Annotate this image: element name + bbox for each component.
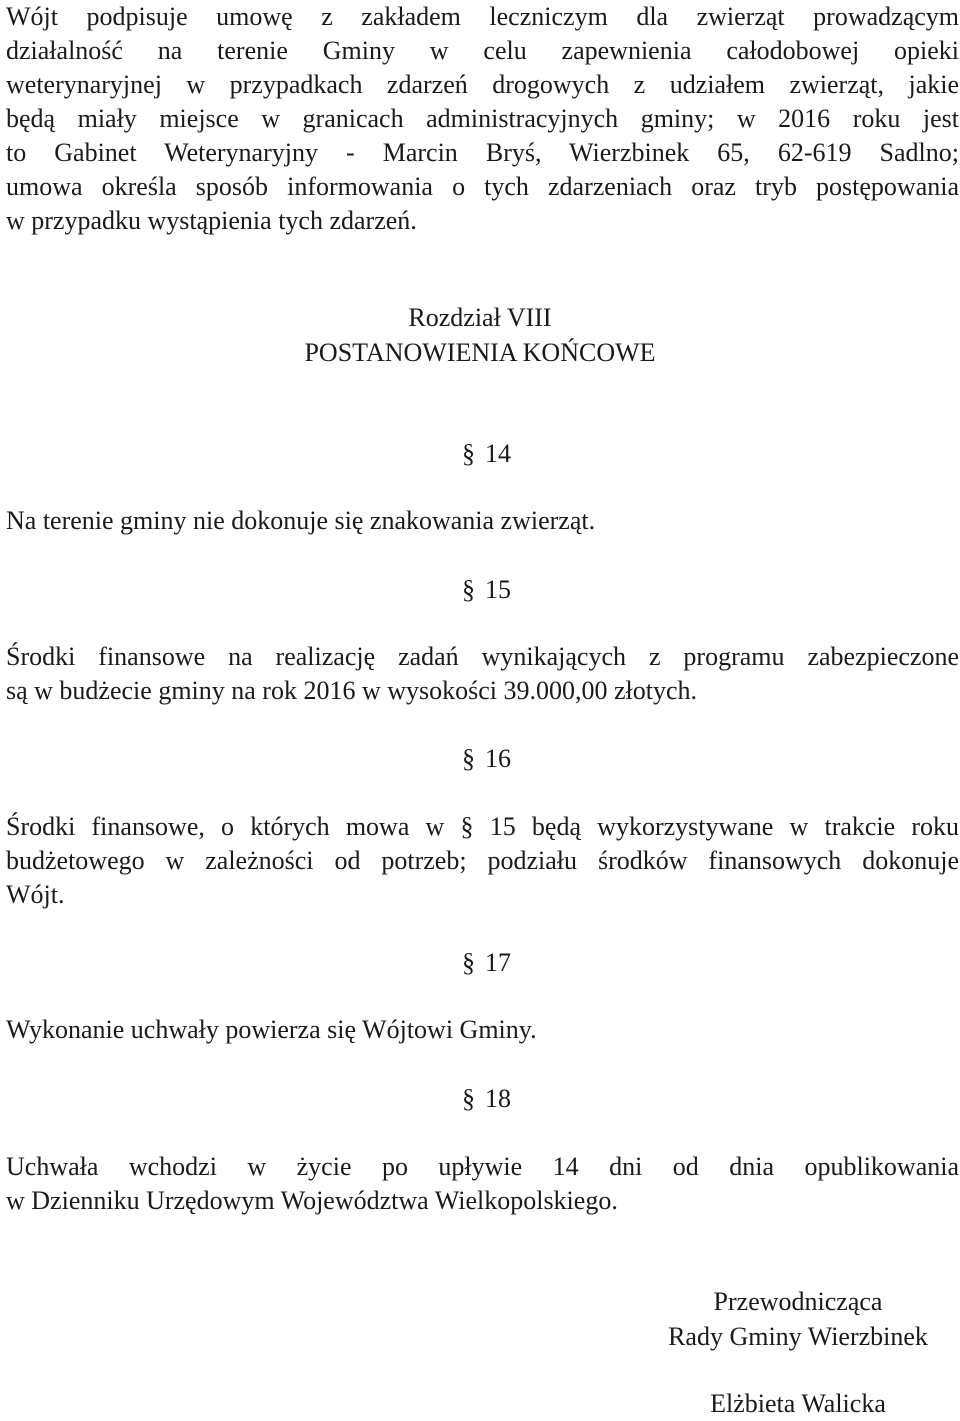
intro-line: działalność na terenie Gminy w celu zapewnienia całodobowej opieki <box>6 36 959 65</box>
chapter-number: Rozdział VIII <box>408 303 552 332</box>
section-symbol: § <box>462 1084 475 1113</box>
signature-role: Przewodnicząca <box>713 1287 883 1316</box>
section-line: są w budżecie gminy na rok 2016 w wysokości 39.000,00 złotych. <box>6 676 698 705</box>
section-line: budżetowego w zależności od potrzeb; podziału środków finansowych dokonuje <box>6 846 959 875</box>
section-symbol: § <box>462 948 475 977</box>
section-heading-17 <box>462 946 511 980</box>
section-symbol: § <box>462 744 475 773</box>
section-number: 16 <box>485 744 511 773</box>
section-number: 18 <box>485 1084 511 1113</box>
signature-body: Rady Gminy Wierzbinek <box>668 1322 928 1351</box>
section-line: w Dzienniku Urzędowym Województwa Wielkopolskiego. <box>6 1186 618 1215</box>
intro-line: Wójt podpisuje umowę z zakładem leczniczym dla zwierząt prowadzącym <box>6 2 959 31</box>
section-line: Wykonanie uchwały powierza się Wójtowi Gminy. <box>6 1015 537 1044</box>
section-number: 17 <box>485 948 511 977</box>
intro-line: to Gabinet Weterynaryjny - Marcin Bryś, Wierzbinek 65, 62-619 Sadlno; <box>6 138 959 167</box>
section-symbol: § <box>462 439 475 468</box>
section-heading-16 <box>462 742 511 776</box>
section-14-text <box>6 504 959 538</box>
section-number: 14 <box>485 439 511 468</box>
section-16-text <box>6 810 959 912</box>
section-line: Wójt. <box>6 880 65 909</box>
section-heading-14 <box>462 437 511 471</box>
section-line: Na terenie gminy nie dokonuje się znakowania zwierząt. <box>6 506 596 535</box>
intro-paragraph <box>6 0 959 238</box>
section-line <box>6 810 959 844</box>
section-heading-15 <box>462 573 511 607</box>
text-fragment: będą wykorzystywane w trakcie roku <box>531 812 960 841</box>
section-17-text <box>6 1013 959 1047</box>
signature-name: Elżbieta Walicka <box>710 1389 886 1418</box>
section-symbol: § <box>462 575 475 604</box>
section-15-text <box>6 640 959 708</box>
section-reference-number: 15 <box>489 812 516 841</box>
section-number: 15 <box>485 575 511 604</box>
section-18-text <box>6 1150 959 1218</box>
chapter-title: POSTANOWIENIA KOŃCOWE <box>304 338 656 367</box>
text-fragment: Środki finansowe, o których mowa w <box>6 812 445 841</box>
section-symbol: § <box>460 812 474 841</box>
intro-line: weterynaryjnej w przypadkach zdarzeń drogowych z udziałem zwierząt, jakie <box>6 70 959 99</box>
section-line: Środki finansowe na realizację zadań wynikających z programu zabezpieczone <box>6 642 959 671</box>
intro-line: będą miały miejsce w granicach administracyjnych gminy; w 2016 roku jest <box>6 104 959 133</box>
section-line: Uchwała wchodzi w życie po upływie 14 dni od dnia opublikowania <box>6 1152 959 1181</box>
intro-line: umowa określa sposób informowania o tych zdarzeniach oraz tryb postępowania <box>6 172 959 201</box>
section-heading-18 <box>462 1082 511 1116</box>
section-reference <box>461 812 516 841</box>
intro-line: w przypadku wystąpienia tych zdarzeń. <box>6 206 417 235</box>
